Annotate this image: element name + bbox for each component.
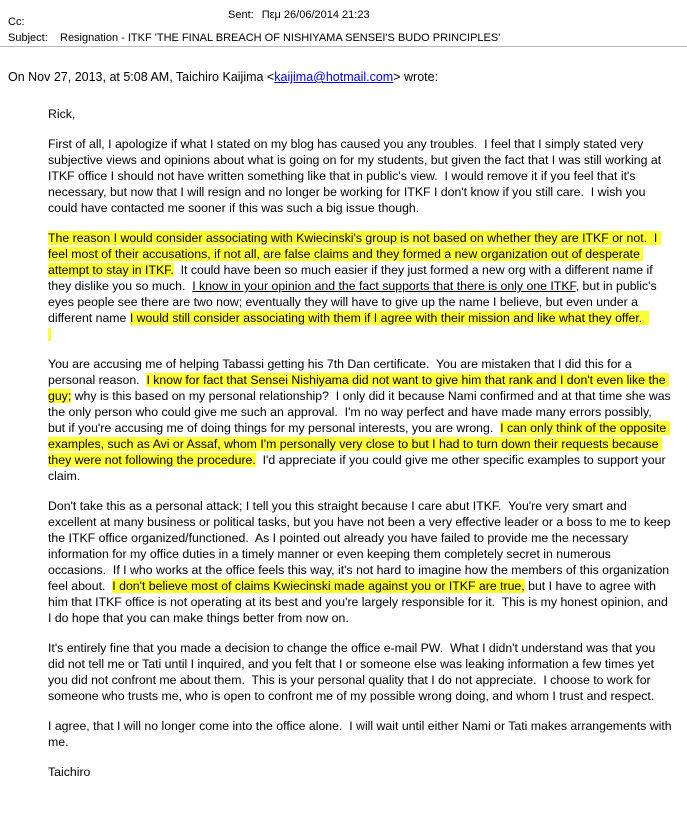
highlight: I would still consider associating with them if I agree with their mission and like what they offer.: [129, 311, 650, 325]
subject-value: Resignation - ITKF 'THE FINAL BREACH OF NISHIYAMA SENSEI'S BUDO PRINCIPLES': [60, 32, 501, 44]
text-run: You are accusing me of helping Tabassi getting his 7th Dan certificate. You are mistaken that I did this for a personal reason.: [48, 357, 636, 387]
quote-intro: [8, 70, 438, 84]
sent-label: Sent:: [228, 9, 254, 21]
text-run: but I have to agree with him that ITKF office is not operating at its best and you're largely responsible for it. This is my honest opinion, and I do hope that you can make things better from now on.: [48, 579, 672, 625]
subject-row: [8, 31, 500, 45]
paragraph-4: [48, 498, 672, 626]
highlight: I know for fact that Sensei Nishiyama did not want to give him that rank and I don't even like the guy;: [48, 373, 669, 403]
highlight: The reason I would consider associating with Kwiecinski's group is not based on whether they are ITKF or not. I feel most of their accusations, if not all, are false claims and they formed a new organization out of desperate attempt to stay in ITKF.: [48, 231, 661, 277]
cc-row: [8, 15, 60, 29]
highlight-mark: [48, 328, 51, 341]
highlight: I can only think of the opposite examples, such as Avi or Assaf, whom I'm personally very close to but I had to turn down their requests because they were not following the procedure.: [48, 421, 670, 467]
greeting: Rick,: [48, 107, 76, 121]
paragraph-5: It's entirely fine that you made a decision to change the office e-mail PW. What I didn't understand was that you did not tell me or Tati until I inquired, and you felt that I or someone else was leaking information a few times yet you did not confront me about them. This is your personal quality that I do not appreciate. I choose to work for someone who trusts me, who is open to confront me of my possible wrong doing, and whom I trust and respect.: [48, 641, 659, 703]
text-run: but in public's eyes people see there are two now; eventually they will have to give up the name I believe, but even under a different name: [48, 279, 661, 325]
paragraph-1: First of all, I apologize if what I stated on my blog has caused you any troubles. I feel that I simply stated very subjective views and opinions about what is going on for my students, but given the fact that I was still working at ITKF office I should not have written something like that in public's view. I would remove it if you feel that it's necessary, but now that I will resign and no longer be working for ITKF I don't know if you still care. I wish you could have contacted me sooner if this was such a big issue though.: [48, 137, 665, 215]
text-run: It could have been so much easier if they just formed a new org with a different name if they dislike you so much.: [48, 263, 657, 293]
paragraph-3: [48, 356, 675, 484]
subject-label: Subject:: [8, 32, 48, 44]
email-link[interactable]: kaijima@hotmail.com: [274, 70, 394, 84]
sent-row: [228, 8, 370, 22]
paragraph-2: [48, 230, 672, 342]
text-run: Don't take this as a personal attack; I tell you this straight because I care abut ITKF. You're very smart and excellent at many business or political tasks, but you have not been a very effective leader or a boss to me to keep the ITKF office organized/functioned. As I pointed out already you have failed to provide me the necessary information for my office duties in a timely manner or even keeping them completely secret in numerous occasions. If I who works at the office feels this way, it's not hard to imagine how the members of this organization feel about.: [48, 499, 674, 593]
text-run: I'd appreciate if you could give me other specific examples to support your claim.: [48, 453, 669, 483]
sent-value: Πεμ 26/06/2014 21:23: [261, 9, 370, 21]
message-body: [48, 106, 675, 794]
intro-suffix: > wrote:: [393, 70, 439, 84]
intro-prefix: On Nov 27, 2013, at 5:08 AM, Taichiro Kaijima <: [8, 70, 275, 84]
cc-label: Cc:: [8, 16, 25, 28]
paragraph-6: I agree, that I will no longer come into the office alone. I will wait until either Nami or Tati makes arrangements with me.: [48, 719, 675, 749]
header-divider: [0, 46, 687, 47]
underlined-text: I know in your opinion and the fact supports that there is only one ITKF,: [192, 279, 580, 293]
signature: Taichiro: [48, 765, 91, 779]
text-run: why is this based on my personal relationship? I only did it because Nami confirmed and at that time she was the only person who could give me such an approval. I'm no way perfect and have made many errors possibly, but if you're accusing me of doing things for my personal interests, you are wrong.: [48, 389, 675, 435]
highlight: I don't believe most of claims Kwiecinski made against you or ITKF are true,: [112, 579, 525, 593]
email-header: [0, 0, 687, 48]
